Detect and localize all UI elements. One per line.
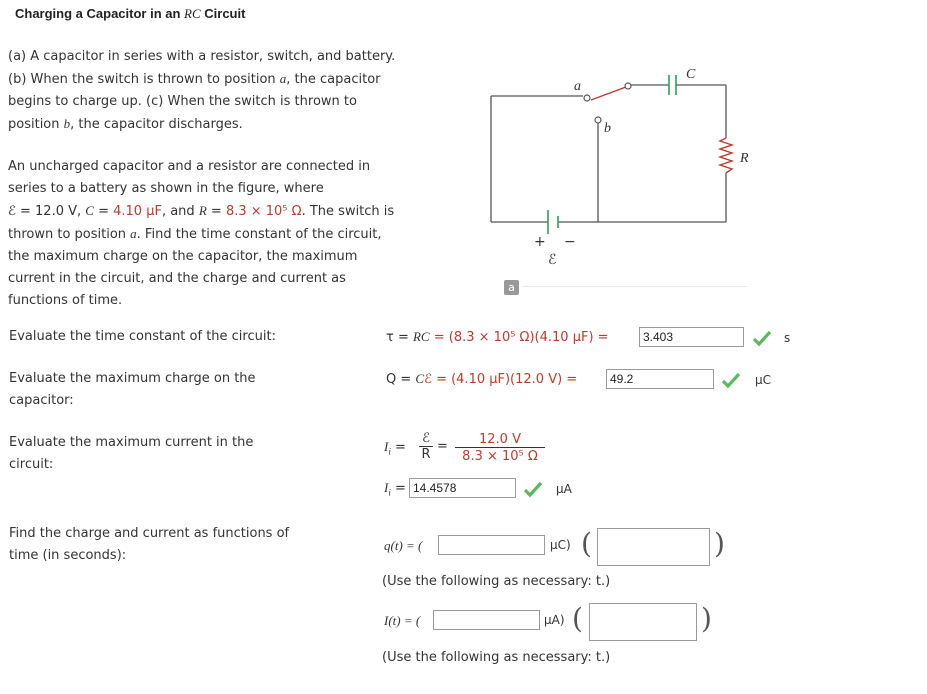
q1-prompt: Evaluate the time constant of the circuit: bbox=[9, 329, 276, 344]
note-1: (Use the following as necessary: t.) bbox=[382, 574, 611, 589]
resistance-value: 8.3 × 10⁵ Ω bbox=[225, 204, 302, 219]
capacitor-symbol bbox=[669, 75, 676, 95]
label-b: b bbox=[604, 121, 611, 136]
figure-tag: a bbox=[504, 280, 519, 295]
q2-unit: μC bbox=[755, 373, 772, 387]
q3-prompt: Evaluate the maximum current in the circuit: bbox=[9, 435, 254, 472]
q4-prompt: Find the charge and current as functions of time (in seconds): bbox=[9, 526, 290, 563]
max-charge-input[interactable]: 49.2 bbox=[606, 369, 714, 389]
switch-terminal-a bbox=[584, 95, 590, 101]
battery-symbol bbox=[548, 210, 558, 234]
q1-unit: s bbox=[784, 331, 791, 345]
label-emf: ℰ bbox=[548, 252, 557, 268]
intro-text: (a) A capacitor in series with a resistor, switch, and battery. (b) When the switch is thrown to position a, the capacitor begins to charge up. (c) When the switch is thrown to position b, the capacitor discharges. bbox=[8, 49, 396, 132]
current-exponent-input[interactable] bbox=[589, 603, 697, 641]
check-icon bbox=[721, 371, 741, 389]
i-unit: μA) bbox=[544, 613, 565, 627]
resistor-symbol bbox=[720, 138, 732, 173]
time-constant-input[interactable]: 3.403 bbox=[639, 327, 744, 347]
label-plus: + bbox=[534, 234, 546, 250]
figure-divider bbox=[522, 286, 747, 287]
check-icon bbox=[752, 329, 772, 347]
max-current-input[interactable]: 14.4578 bbox=[409, 478, 516, 498]
problem-text: An uncharged capacitor and a resistor are connected in series to a battery as shown in the figure, where ℰ = 12.0 V, C = 4.10 μF, and R = 8.3 × 10⁵ Ω. The switch is thrown to position a. Find the time constant of the circuit, the maximum charge on the capacitor, the maximum current in the circuit, and the charge and current as functions of time. bbox=[8, 159, 395, 308]
q3-unit: μA bbox=[556, 482, 572, 496]
label-minus: − bbox=[564, 234, 576, 250]
circuit-diagram bbox=[488, 60, 758, 290]
paren-open: ( bbox=[581, 527, 592, 560]
switch-terminal-b bbox=[595, 117, 601, 123]
switch-pivot bbox=[625, 83, 631, 89]
label-c: C bbox=[686, 67, 696, 82]
q1-equation: τ = RC = (8.3 × 10⁵ Ω)(4.10 μF) = bbox=[386, 329, 609, 345]
label-r: R bbox=[740, 151, 749, 166]
q2-equation: Q = Cℰ = (4.10 μF)(12.0 V) = bbox=[386, 371, 578, 387]
charge-coefficient-input[interactable] bbox=[438, 535, 545, 555]
check-icon bbox=[523, 480, 543, 498]
charge-exponent-input[interactable] bbox=[597, 528, 710, 566]
q3-frac1: ℰ R bbox=[419, 432, 433, 463]
note-2: (Use the following as necessary: t.) bbox=[382, 650, 611, 665]
q3-equals: = bbox=[437, 439, 448, 454]
q-unit: μC) bbox=[550, 538, 571, 552]
q2-prompt: Evaluate the maximum charge on the capacitor: bbox=[9, 371, 256, 408]
page-title: Charging a Capacitor in an RC Circuit bbox=[15, 6, 246, 21]
current-coefficient-input[interactable] bbox=[433, 610, 540, 630]
q3-answer-label: $I_i$ = bbox=[384, 480, 406, 498]
paren-close: ) bbox=[701, 602, 712, 635]
q3-isym: $I_i$ = bbox=[384, 439, 406, 457]
i-function-label: I(t) = ( bbox=[384, 613, 421, 628]
label-a: a bbox=[574, 79, 581, 94]
paren-open: ( bbox=[572, 602, 583, 635]
q3-frac2: 12.0 V 8.3 × 10⁵ Ω bbox=[455, 432, 545, 465]
paren-close: ) bbox=[714, 527, 725, 560]
q-function-label: q(t) = ( bbox=[384, 538, 423, 553]
capacitance-value: 4.10 μF bbox=[113, 204, 162, 219]
